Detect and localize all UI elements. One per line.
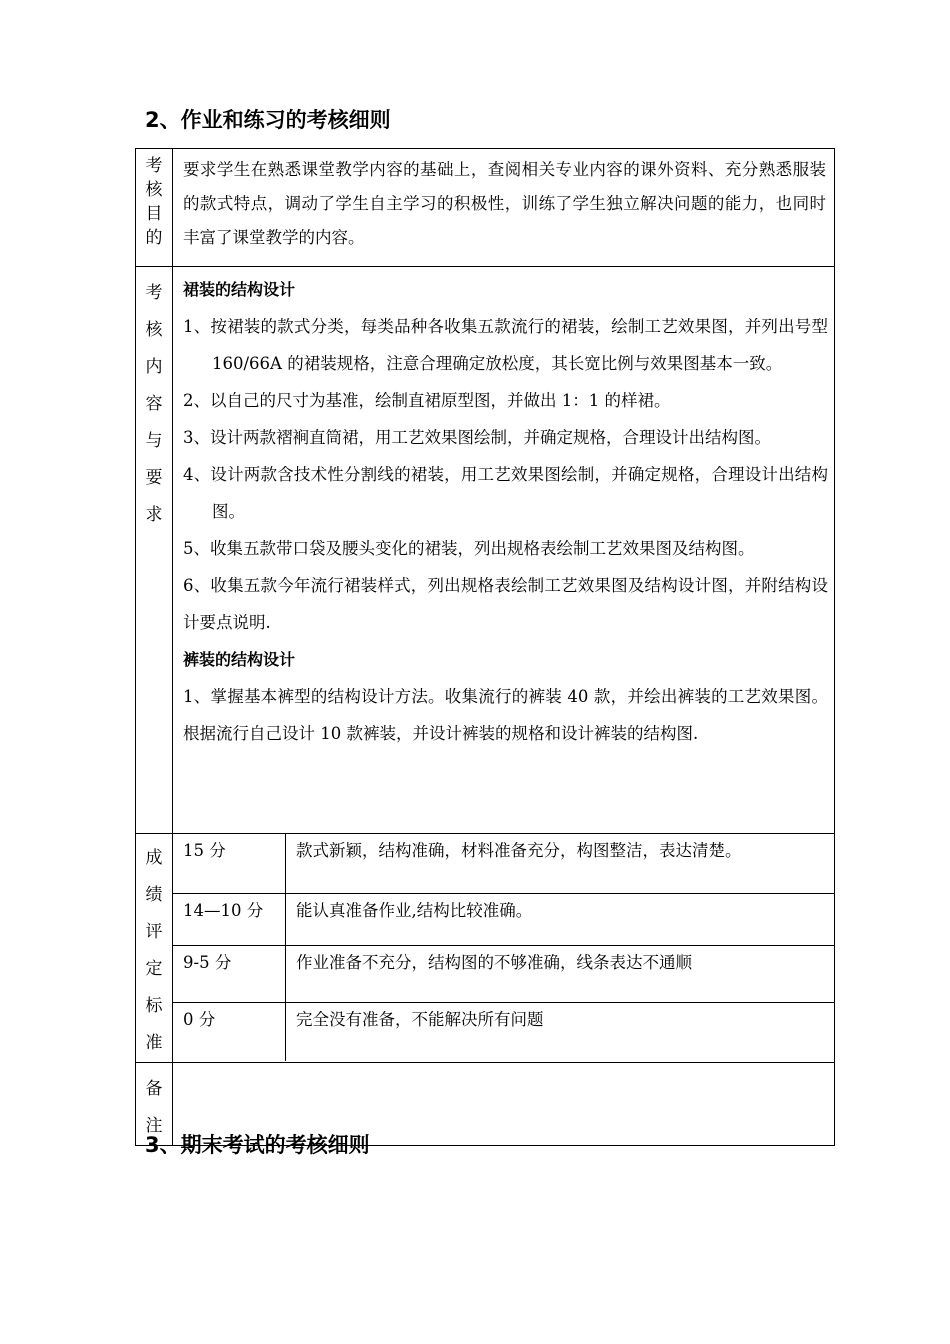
assessment-table (135, 148, 835, 1146)
remarks-label-char: 备 (145, 1079, 163, 1099)
content-label-char: 内 (145, 357, 163, 377)
content-label-char: 考 (145, 283, 163, 303)
skirt-heading: 裙装的结构设计 (183, 280, 296, 299)
criteria-label-char: 定 (145, 959, 163, 979)
criteria-label (136, 834, 173, 1063)
purpose-row (136, 149, 835, 267)
criteria-label-char: 绩 (145, 885, 163, 905)
score-cell: 9-5 分 (173, 946, 286, 1003)
section-3-title: 3、期末考试的考核细则 (145, 1133, 370, 1157)
list-item: 1、掌握基本裤型的结构设计方法。收集流行的裤装 40 款，并绘出裤装的工艺效果图。根据流行自己设计 10 款裤装，并设计裤装的规格和设计裤装的结构图. (183, 687, 828, 743)
list-item: 1、按裙装的款式分类，每类品种各收集五款流行的裙装，绘制工艺效果图，并列出号型 160/66A 的裙装规格，注意合理确定放松度，其长宽比例与效果图基本一致。 (183, 317, 828, 373)
table-row (173, 834, 834, 894)
content-label-char: 容 (145, 394, 163, 414)
score-cell: 14—10 分 (173, 894, 286, 946)
criteria-cell (173, 834, 835, 1063)
content-label-char: 核 (145, 320, 163, 340)
purpose-label-char: 核 (145, 180, 163, 200)
pants-heading: 裤装的结构设计 (183, 650, 296, 669)
purpose-label-char: 的 (145, 228, 163, 248)
purpose-text: 要求学生在熟悉课堂教学内容的基础上，查阅相关专业内容的课外资料、充分熟悉服装的款式特点，调动了学生自主学习的积极性，训练了学生独立解决问题的能力，也同时丰富了课堂教学的内容。 (173, 149, 835, 267)
content-row (136, 267, 835, 834)
table-row (173, 894, 834, 946)
content-label (136, 267, 173, 834)
criteria-label-char: 标 (145, 996, 163, 1016)
description-cell: 能认真准备作业,结构比较准确。 (286, 894, 835, 946)
score-cell: 15 分 (173, 834, 286, 894)
content-label-char: 要 (145, 468, 163, 488)
score-cell: 0 分 (173, 1003, 286, 1062)
description-cell: 作业准备不充分，结构图的不够准确，线条表达不通顺 (286, 946, 835, 1003)
table-row (173, 1003, 834, 1062)
description-cell: 款式新颖，结构准确，材料准备充分，构图整洁，表达清楚。 (286, 834, 835, 894)
table-row (173, 946, 834, 1003)
purpose-label (136, 149, 173, 267)
content-label-char: 与 (145, 431, 163, 451)
list-item: 2、以自己的尺寸为基准，绘制直裙原型图，并做出 1：1 的样裙。 (183, 391, 671, 410)
content-label-char: 求 (145, 505, 163, 525)
criteria-label-char: 成 (145, 848, 163, 868)
purpose-label-char: 目 (145, 204, 163, 224)
list-item: 4、设计两款含技术性分割线的裙装，用工艺效果图绘制，并确定规格，合理设计出结构图。 (183, 465, 828, 521)
criteria-label-char: 评 (145, 922, 163, 942)
list-item: 3、设计两款褶裥直筒裙，用工艺效果图绘制，并确定规格，合理设计出结构图。 (183, 428, 771, 447)
criteria-table (173, 834, 834, 1061)
purpose-label-char: 考 (145, 156, 163, 176)
list-item: 5、收集五款带口袋及腰头变化的裙装，列出规格表绘制工艺效果图及结构图。 (183, 539, 755, 558)
content-text (173, 267, 835, 834)
criteria-row (136, 834, 835, 1063)
list-item: 6、收集五款今年流行裙装样式，列出规格表绘制工艺效果图及结构设计图，并附结构设计要点说明. (183, 576, 828, 632)
section-2-title: 2、作业和练习的考核细则 (145, 108, 391, 132)
description-cell: 完全没有准备，不能解决所有问题 (296, 1010, 544, 1029)
criteria-label-char: 准 (145, 1033, 163, 1053)
remarks-label-char: 注 (145, 1116, 163, 1136)
